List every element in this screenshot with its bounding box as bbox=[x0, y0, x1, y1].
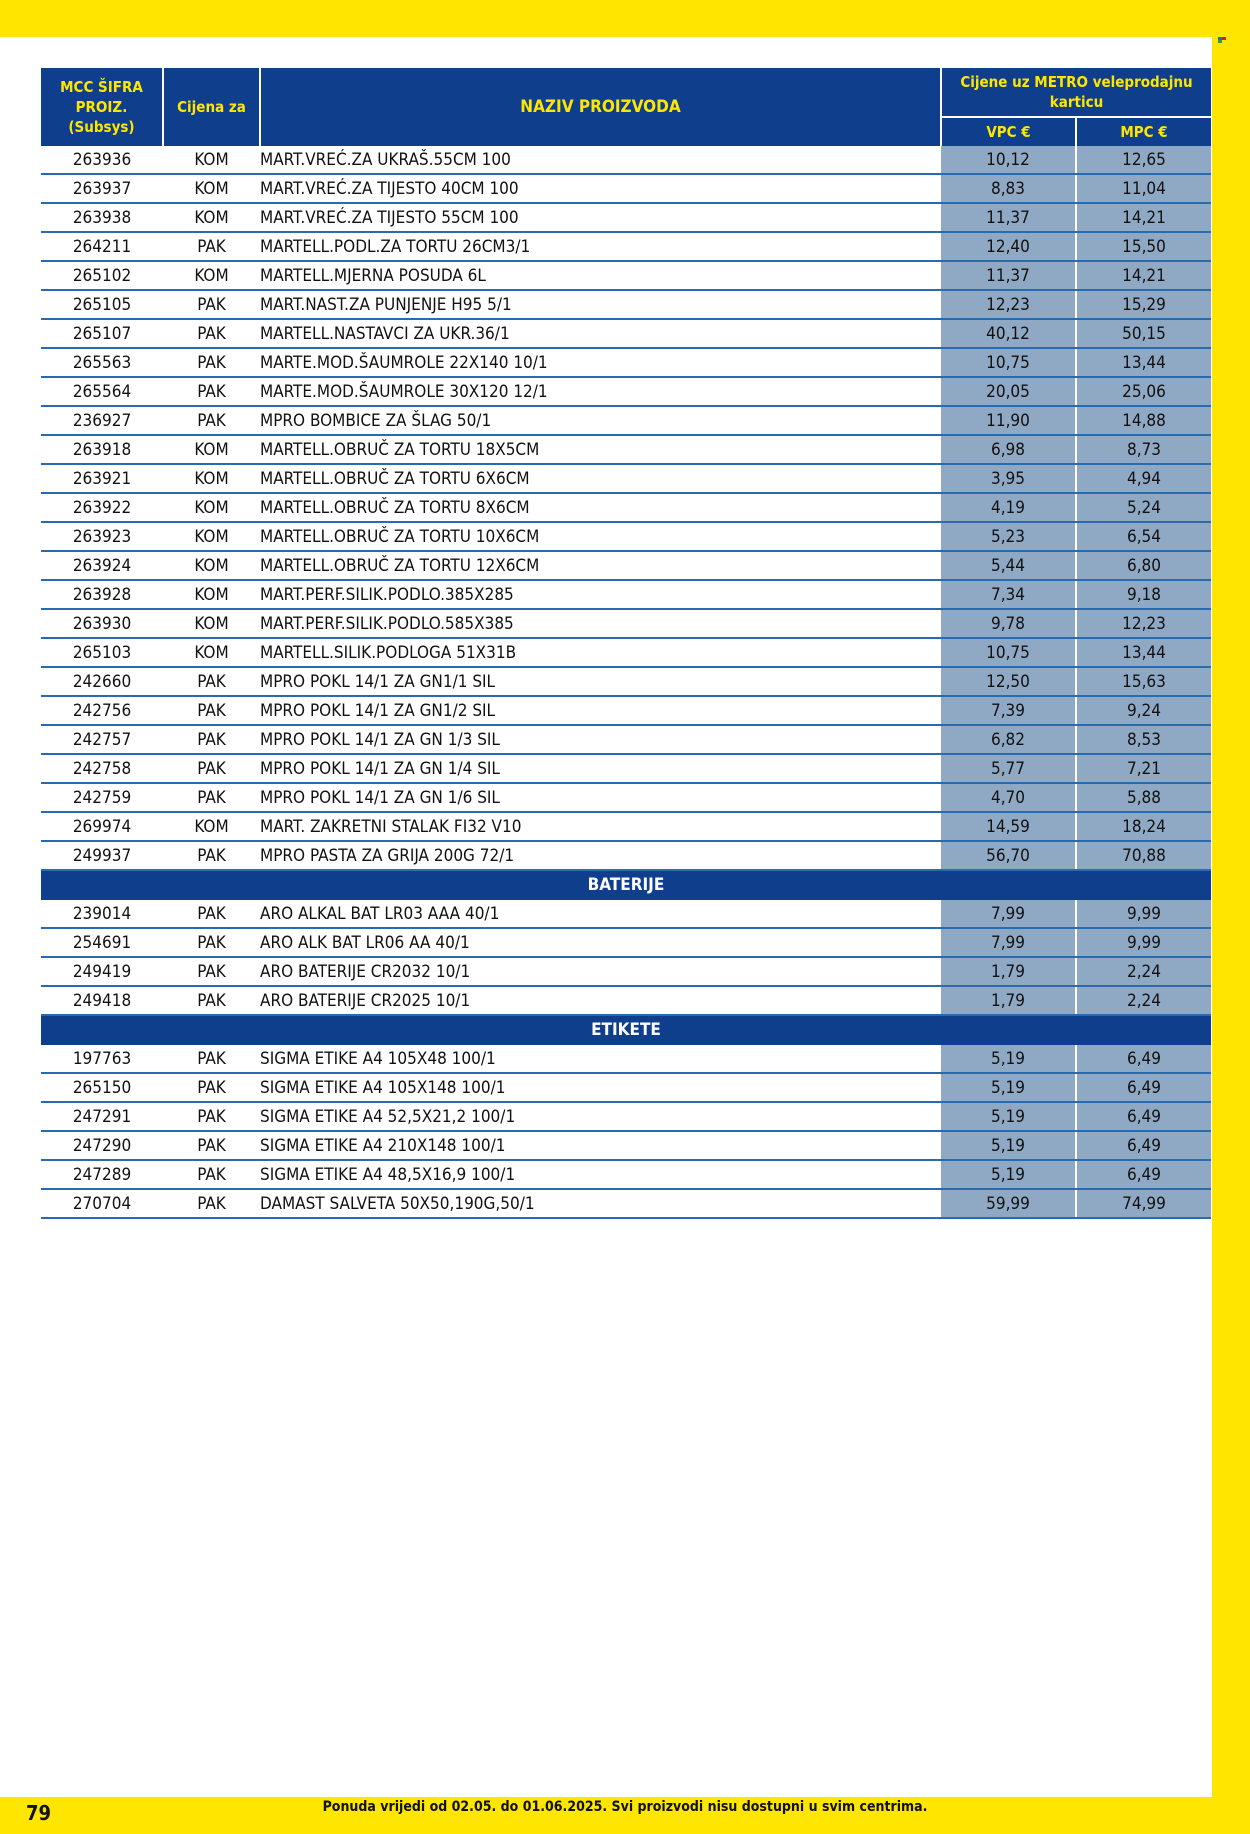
cell-code: 263937 bbox=[41, 174, 163, 203]
cell-mpc: 14,88 bbox=[1076, 406, 1211, 435]
cell-mpc: 9,24 bbox=[1076, 696, 1211, 725]
cell-unit: PAK bbox=[163, 667, 260, 696]
cell-mpc: 6,49 bbox=[1076, 1160, 1211, 1189]
cell-mpc: 13,44 bbox=[1076, 638, 1211, 667]
cell-code: 265102 bbox=[41, 261, 163, 290]
table-row bbox=[41, 348, 1211, 377]
cell-unit: KOM bbox=[163, 493, 260, 522]
table-row bbox=[41, 406, 1211, 435]
cell-code: 247289 bbox=[41, 1160, 163, 1189]
cell-unit: PAK bbox=[163, 1160, 260, 1189]
table-row bbox=[41, 290, 1211, 319]
cell-code: 265150 bbox=[41, 1073, 163, 1102]
table-row bbox=[41, 1131, 1211, 1160]
cell-unit: PAK bbox=[163, 1073, 260, 1102]
cell-mpc: 18,24 bbox=[1076, 812, 1211, 841]
cell-mpc: 6,49 bbox=[1076, 1044, 1211, 1073]
cell-vpc: 11,90 bbox=[941, 406, 1076, 435]
cell-name: SIGMA ETIKE A4 210X148 100/1 bbox=[260, 1131, 941, 1160]
cell-vpc: 12,40 bbox=[941, 232, 1076, 261]
table-row bbox=[41, 754, 1211, 783]
table-row bbox=[41, 725, 1211, 754]
header-mpc: MPC € bbox=[1076, 117, 1211, 146]
cell-vpc: 4,70 bbox=[941, 783, 1076, 812]
cell-vpc: 4,19 bbox=[941, 493, 1076, 522]
cell-vpc: 40,12 bbox=[941, 319, 1076, 348]
cell-code: 265563 bbox=[41, 348, 163, 377]
table-row bbox=[41, 146, 1211, 174]
cell-vpc: 10,75 bbox=[941, 638, 1076, 667]
table-row bbox=[41, 493, 1211, 522]
cell-code: 263938 bbox=[41, 203, 163, 232]
cell-vpc: 10,12 bbox=[941, 146, 1076, 174]
cell-name: MARTELL.OBRUČ ZA TORTU 12X6CM bbox=[260, 551, 941, 580]
cell-unit: KOM bbox=[163, 174, 260, 203]
table-row bbox=[41, 638, 1211, 667]
cell-vpc: 7,99 bbox=[941, 928, 1076, 957]
corner-color-mark bbox=[1218, 37, 1226, 43]
cell-name: MARTELL.OBRUČ ZA TORTU 8X6CM bbox=[260, 493, 941, 522]
cell-vpc: 5,19 bbox=[941, 1044, 1076, 1073]
table-row bbox=[41, 667, 1211, 696]
cell-vpc: 6,98 bbox=[941, 435, 1076, 464]
cell-code: 265564 bbox=[41, 377, 163, 406]
table-row bbox=[41, 551, 1211, 580]
table-row bbox=[41, 580, 1211, 609]
cell-mpc: 5,88 bbox=[1076, 783, 1211, 812]
cell-name: SIGMA ETIKE A4 105X148 100/1 bbox=[260, 1073, 941, 1102]
cell-mpc: 8,53 bbox=[1076, 725, 1211, 754]
cell-name: ARO ALK BAT LR06 AA 40/1 bbox=[260, 928, 941, 957]
cell-code: 247290 bbox=[41, 1131, 163, 1160]
cell-mpc: 12,65 bbox=[1076, 146, 1211, 174]
cell-mpc: 13,44 bbox=[1076, 348, 1211, 377]
cell-mpc: 9,99 bbox=[1076, 928, 1211, 957]
cell-unit: PAK bbox=[163, 725, 260, 754]
cell-code: 249419 bbox=[41, 957, 163, 986]
cell-name: MARTELL.OBRUČ ZA TORTU 10X6CM bbox=[260, 522, 941, 551]
cell-code: 263923 bbox=[41, 522, 163, 551]
table-row bbox=[41, 1073, 1211, 1102]
table-row bbox=[41, 261, 1211, 290]
cell-unit: KOM bbox=[163, 812, 260, 841]
cell-unit: PAK bbox=[163, 1102, 260, 1131]
cell-unit: PAK bbox=[163, 1044, 260, 1073]
table-row bbox=[41, 928, 1211, 957]
cell-code: 242758 bbox=[41, 754, 163, 783]
table-row bbox=[41, 783, 1211, 812]
cell-mpc: 50,15 bbox=[1076, 319, 1211, 348]
footnote: Ponuda vrijedi od 02.05. do 01.06.2025. Svi proizvodi nisu dostupni u svim centrima. bbox=[322, 1799, 928, 1815]
cell-name: SIGMA ETIKE A4 52,5X21,2 100/1 bbox=[260, 1102, 941, 1131]
cell-name: DAMAST SALVETA 50X50,190G,50/1 bbox=[260, 1189, 941, 1218]
cell-name: MART. ZAKRETNI STALAK FI32 V10 bbox=[260, 812, 941, 841]
table-row bbox=[41, 986, 1211, 1015]
cell-unit: KOM bbox=[163, 203, 260, 232]
cell-code: 263936 bbox=[41, 146, 163, 174]
cell-code: 263922 bbox=[41, 493, 163, 522]
cell-name: MART.VREĆ.ZA TIJESTO 55CM 100 bbox=[260, 203, 941, 232]
table-row bbox=[41, 957, 1211, 986]
cell-vpc: 7,39 bbox=[941, 696, 1076, 725]
cell-vpc: 3,95 bbox=[941, 464, 1076, 493]
table-row bbox=[41, 174, 1211, 203]
cell-vpc: 5,19 bbox=[941, 1160, 1076, 1189]
cell-code: 263928 bbox=[41, 580, 163, 609]
header-name: NAZIV PROIZVODA bbox=[260, 68, 941, 146]
cell-name: MPRO BOMBICE ZA ŠLAG 50/1 bbox=[260, 406, 941, 435]
cell-name: MPRO POKL 14/1 ZA GN 1/3 SIL bbox=[260, 725, 941, 754]
cell-mpc: 8,73 bbox=[1076, 435, 1211, 464]
page-number: 79 bbox=[26, 1801, 52, 1825]
cell-unit: KOM bbox=[163, 261, 260, 290]
cell-name: MPRO POKL 14/1 ZA GN 1/6 SIL bbox=[260, 783, 941, 812]
cell-mpc: 6,49 bbox=[1076, 1073, 1211, 1102]
cell-mpc: 6,49 bbox=[1076, 1131, 1211, 1160]
cell-code: 263924 bbox=[41, 551, 163, 580]
cell-unit: KOM bbox=[163, 146, 260, 174]
cell-mpc: 6,80 bbox=[1076, 551, 1211, 580]
cell-code: 242759 bbox=[41, 783, 163, 812]
cell-unit: PAK bbox=[163, 696, 260, 725]
price-table bbox=[41, 68, 1211, 1219]
cell-unit: PAK bbox=[163, 928, 260, 957]
top-yellow-band bbox=[0, 0, 1250, 37]
cell-mpc: 12,23 bbox=[1076, 609, 1211, 638]
cell-name: ARO BATERIJE CR2025 10/1 bbox=[260, 986, 941, 1015]
cell-mpc: 7,21 bbox=[1076, 754, 1211, 783]
table-row bbox=[41, 522, 1211, 551]
cell-unit: PAK bbox=[163, 1131, 260, 1160]
cell-unit: PAK bbox=[163, 986, 260, 1015]
cell-code: 236927 bbox=[41, 406, 163, 435]
cell-code: 242757 bbox=[41, 725, 163, 754]
table-row bbox=[41, 841, 1211, 870]
cell-vpc: 12,50 bbox=[941, 667, 1076, 696]
cell-code: 197763 bbox=[41, 1044, 163, 1073]
cell-name: MPRO POKL 14/1 ZA GN1/1 SIL bbox=[260, 667, 941, 696]
cell-mpc: 6,49 bbox=[1076, 1102, 1211, 1131]
cell-unit: PAK bbox=[163, 348, 260, 377]
cell-vpc: 1,79 bbox=[941, 957, 1076, 986]
table-row bbox=[41, 1102, 1211, 1131]
section-title: ETIKETE bbox=[41, 1015, 1211, 1044]
cell-vpc: 5,19 bbox=[941, 1131, 1076, 1160]
cell-unit: PAK bbox=[163, 319, 260, 348]
cell-vpc: 14,59 bbox=[941, 812, 1076, 841]
table-row bbox=[41, 435, 1211, 464]
cell-unit: PAK bbox=[163, 783, 260, 812]
cell-code: 264211 bbox=[41, 232, 163, 261]
cell-name: MARTELL.OBRUČ ZA TORTU 18X5CM bbox=[260, 435, 941, 464]
table-header-row bbox=[41, 68, 1211, 117]
cell-name: MARTELL.NASTAVCI ZA UKR.36/1 bbox=[260, 319, 941, 348]
table-row bbox=[41, 203, 1211, 232]
cell-name: MART.NAST.ZA PUNJENJE H95 5/1 bbox=[260, 290, 941, 319]
table-row bbox=[41, 609, 1211, 638]
cell-name: MARTELL.SILIK.PODLOGA 51X31B bbox=[260, 638, 941, 667]
cell-code: 270704 bbox=[41, 1189, 163, 1218]
cell-vpc: 5,44 bbox=[941, 551, 1076, 580]
cell-code: 263930 bbox=[41, 609, 163, 638]
cell-mpc: 4,94 bbox=[1076, 464, 1211, 493]
cell-vpc: 1,79 bbox=[941, 986, 1076, 1015]
cell-mpc: 11,04 bbox=[1076, 174, 1211, 203]
header-price-group: Cijene uz METRO veleprodajnu karticu bbox=[941, 68, 1211, 117]
cell-unit: PAK bbox=[163, 1189, 260, 1218]
cell-mpc: 9,18 bbox=[1076, 580, 1211, 609]
table-row bbox=[41, 1044, 1211, 1073]
cell-code: 239014 bbox=[41, 899, 163, 928]
cell-code: 265107 bbox=[41, 319, 163, 348]
cell-vpc: 20,05 bbox=[941, 377, 1076, 406]
cell-mpc: 15,29 bbox=[1076, 290, 1211, 319]
cell-name: MARTE.MOD.ŠAUMROLE 30X120 12/1 bbox=[260, 377, 941, 406]
header-code: MCC ŠIFRA PROIZ. (Subsys) bbox=[41, 68, 163, 146]
cell-vpc: 6,82 bbox=[941, 725, 1076, 754]
cell-vpc: 56,70 bbox=[941, 841, 1076, 870]
cell-vpc: 11,37 bbox=[941, 261, 1076, 290]
cell-unit: KOM bbox=[163, 580, 260, 609]
cell-name: MPRO PASTA ZA GRIJA 200G 72/1 bbox=[260, 841, 941, 870]
cell-vpc: 59,99 bbox=[941, 1189, 1076, 1218]
cell-mpc: 70,88 bbox=[1076, 841, 1211, 870]
cell-name: SIGMA ETIKE A4 48,5X16,9 100/1 bbox=[260, 1160, 941, 1189]
table-row bbox=[41, 377, 1211, 406]
cell-mpc: 5,24 bbox=[1076, 493, 1211, 522]
cell-unit: PAK bbox=[163, 290, 260, 319]
cell-vpc: 10,75 bbox=[941, 348, 1076, 377]
cell-vpc: 5,19 bbox=[941, 1073, 1076, 1102]
cell-name: MART.VREĆ.ZA TIJESTO 40CM 100 bbox=[260, 174, 941, 203]
cell-unit: KOM bbox=[163, 464, 260, 493]
cell-name: MPRO POKL 14/1 ZA GN1/2 SIL bbox=[260, 696, 941, 725]
section-header-row bbox=[41, 870, 1211, 899]
cell-unit: KOM bbox=[163, 609, 260, 638]
cell-name: MARTE.MOD.ŠAUMROLE 22X140 10/1 bbox=[260, 348, 941, 377]
cell-code: 269974 bbox=[41, 812, 163, 841]
cell-vpc: 9,78 bbox=[941, 609, 1076, 638]
cell-unit: PAK bbox=[163, 957, 260, 986]
table-row bbox=[41, 319, 1211, 348]
cell-code: 242756 bbox=[41, 696, 163, 725]
cell-unit: PAK bbox=[163, 406, 260, 435]
table-row bbox=[41, 696, 1211, 725]
cell-mpc: 14,21 bbox=[1076, 203, 1211, 232]
header-vpc: VPC € bbox=[941, 117, 1076, 146]
cell-vpc: 8,83 bbox=[941, 174, 1076, 203]
table-row bbox=[41, 464, 1211, 493]
cell-name: MART.VREĆ.ZA UKRAŠ.55CM 100 bbox=[260, 146, 941, 174]
cell-name: SIGMA ETIKE A4 105X48 100/1 bbox=[260, 1044, 941, 1073]
cell-name: MART.PERF.SILIK.PODLO.385X285 bbox=[260, 580, 941, 609]
table-row bbox=[41, 899, 1211, 928]
cell-name: MARTELL.PODL.ZA TORTU 26CM3/1 bbox=[260, 232, 941, 261]
cell-code: 254691 bbox=[41, 928, 163, 957]
cell-mpc: 25,06 bbox=[1076, 377, 1211, 406]
cell-code: 265105 bbox=[41, 290, 163, 319]
cell-unit: PAK bbox=[163, 377, 260, 406]
cell-unit: PAK bbox=[163, 754, 260, 783]
cell-name: ARO ALKAL BAT LR03 AAA 40/1 bbox=[260, 899, 941, 928]
section-title: BATERIJE bbox=[41, 870, 1211, 899]
cell-name: MART.PERF.SILIK.PODLO.585X385 bbox=[260, 609, 941, 638]
cell-code: 242660 bbox=[41, 667, 163, 696]
cell-unit: PAK bbox=[163, 232, 260, 261]
cell-mpc: 6,54 bbox=[1076, 522, 1211, 551]
cell-vpc: 7,99 bbox=[941, 899, 1076, 928]
cell-unit: KOM bbox=[163, 435, 260, 464]
cell-code: 263921 bbox=[41, 464, 163, 493]
cell-vpc: 5,19 bbox=[941, 1102, 1076, 1131]
cell-mpc: 2,24 bbox=[1076, 986, 1211, 1015]
cell-vpc: 7,34 bbox=[941, 580, 1076, 609]
table-row bbox=[41, 1189, 1211, 1218]
table-row bbox=[41, 1160, 1211, 1189]
cell-code: 247291 bbox=[41, 1102, 163, 1131]
cell-code: 249418 bbox=[41, 986, 163, 1015]
cell-mpc: 14,21 bbox=[1076, 261, 1211, 290]
section-header-row bbox=[41, 1015, 1211, 1044]
cell-mpc: 2,24 bbox=[1076, 957, 1211, 986]
cell-code: 263918 bbox=[41, 435, 163, 464]
cell-code: 265103 bbox=[41, 638, 163, 667]
cell-name: MARTELL.MJERNA POSUDA 6L bbox=[260, 261, 941, 290]
cell-code: 249937 bbox=[41, 841, 163, 870]
header-unit: Cijena za bbox=[163, 68, 260, 146]
table-row bbox=[41, 232, 1211, 261]
cell-mpc: 74,99 bbox=[1076, 1189, 1211, 1218]
cell-name: ARO BATERIJE CR2032 10/1 bbox=[260, 957, 941, 986]
cell-mpc: 15,50 bbox=[1076, 232, 1211, 261]
cell-vpc: 12,23 bbox=[941, 290, 1076, 319]
cell-unit: KOM bbox=[163, 551, 260, 580]
cell-vpc: 5,23 bbox=[941, 522, 1076, 551]
cell-name: MARTELL.OBRUČ ZA TORTU 6X6CM bbox=[260, 464, 941, 493]
cell-unit: KOM bbox=[163, 522, 260, 551]
cell-unit: PAK bbox=[163, 899, 260, 928]
cell-mpc: 15,63 bbox=[1076, 667, 1211, 696]
cell-unit: KOM bbox=[163, 638, 260, 667]
table-body bbox=[41, 146, 1211, 1218]
cell-unit: PAK bbox=[163, 841, 260, 870]
cell-vpc: 11,37 bbox=[941, 203, 1076, 232]
cell-name: MPRO POKL 14/1 ZA GN 1/4 SIL bbox=[260, 754, 941, 783]
right-yellow-band bbox=[1212, 37, 1250, 1797]
table-row bbox=[41, 812, 1211, 841]
cell-mpc: 9,99 bbox=[1076, 899, 1211, 928]
cell-vpc: 5,77 bbox=[941, 754, 1076, 783]
